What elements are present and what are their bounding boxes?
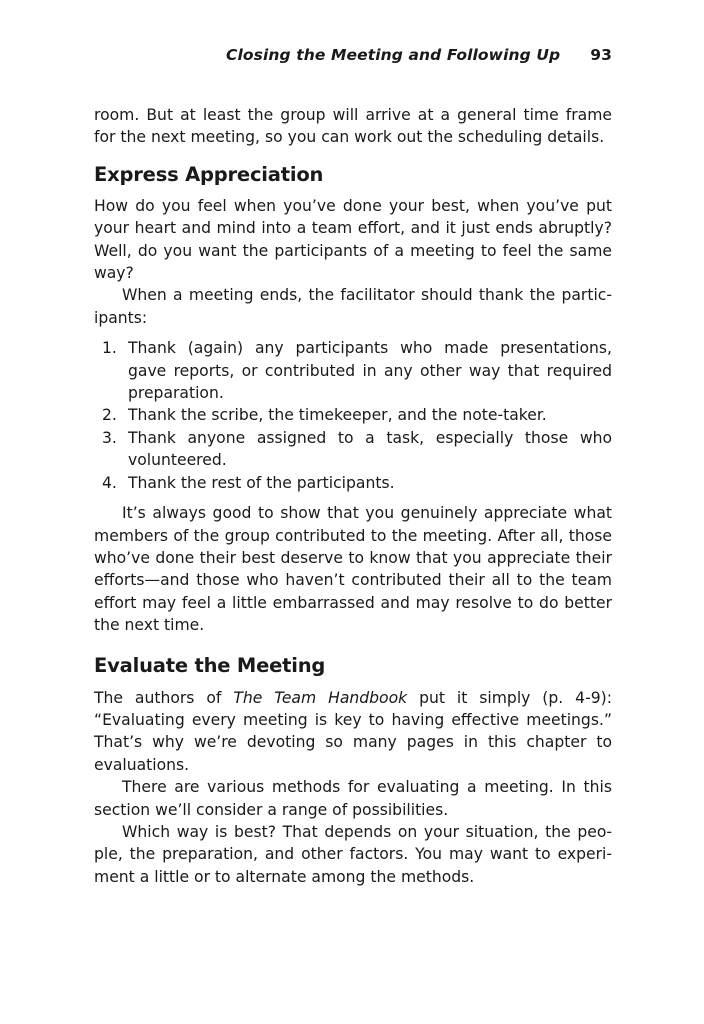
page-number: 93 (590, 46, 612, 64)
list-item (94, 472, 612, 494)
text-run: The authors of (94, 688, 234, 707)
section-heading-evaluate-meeting: Evaluate the Meeting (94, 653, 326, 677)
paragraph: Which way is best? That depends on your situation, the people, the preparation, and other factors. You may want to experiment a little or to alternate among the methods. (94, 822, 612, 886)
intro-paragraph: room. But at least the group will arrive at a general time frame for the next meeting, so you can work out the scheduling details. (94, 106, 612, 147)
paragraph-with-citation (94, 687, 612, 777)
list-number: 3. (102, 428, 117, 447)
list-item-text: Thank anyone assigned to a task, especially those who volunteered. (128, 428, 612, 470)
list-number: 4. (102, 473, 117, 492)
list-item (94, 337, 612, 404)
running-title: Closing the Meeting and Following Up (226, 46, 561, 64)
running-header (94, 46, 612, 64)
text-run: put it simply (p. 4-9): “Evaluating every meeting is key to having effective meetings.” That’s why we’re devoting so many pages in this chapter to evaluations. (94, 688, 612, 774)
body-text (94, 104, 612, 888)
list-number: 1. (102, 339, 117, 358)
paragraph: There are various methods for evaluating a meeting. In this section we’ll consider a range of possibilities. (94, 778, 612, 819)
paragraph: It’s always good to show that you genuinely appreciate what members of the group contributed to the meeting. After all, those who’ve done their best deserve to know that you appreciate their efforts—and those who haven’t contributed their all to the team effort may feel a little embarrassed and may resolve to do better the next time. (94, 504, 612, 635)
book-title: The Team Handbook (233, 688, 408, 707)
paragraph: How do you feel when you’ve done your best, when you’ve put your heart and mind into a team effort, and it just ends abruptly? Well, do you want the participants of a meeting to feel the same way? (94, 196, 612, 283)
list-item-text: Thank the scribe, the timekeeper, and the note-taker. (128, 406, 547, 425)
thank-you-list (94, 337, 612, 494)
section-heading-express-appreciation: Express Appreciation (94, 162, 324, 186)
list-number: 2. (102, 406, 117, 425)
list-item-text: Thank the rest of the participants. (128, 473, 395, 492)
list-item (94, 427, 612, 472)
paragraph: When a meeting ends, the facilitator should thank the participants: (94, 286, 612, 327)
list-item-text: Thank (again) any participants who made presentations, gave reports, or contributed in any other way that required preparation. (128, 339, 612, 403)
list-item (94, 404, 612, 426)
